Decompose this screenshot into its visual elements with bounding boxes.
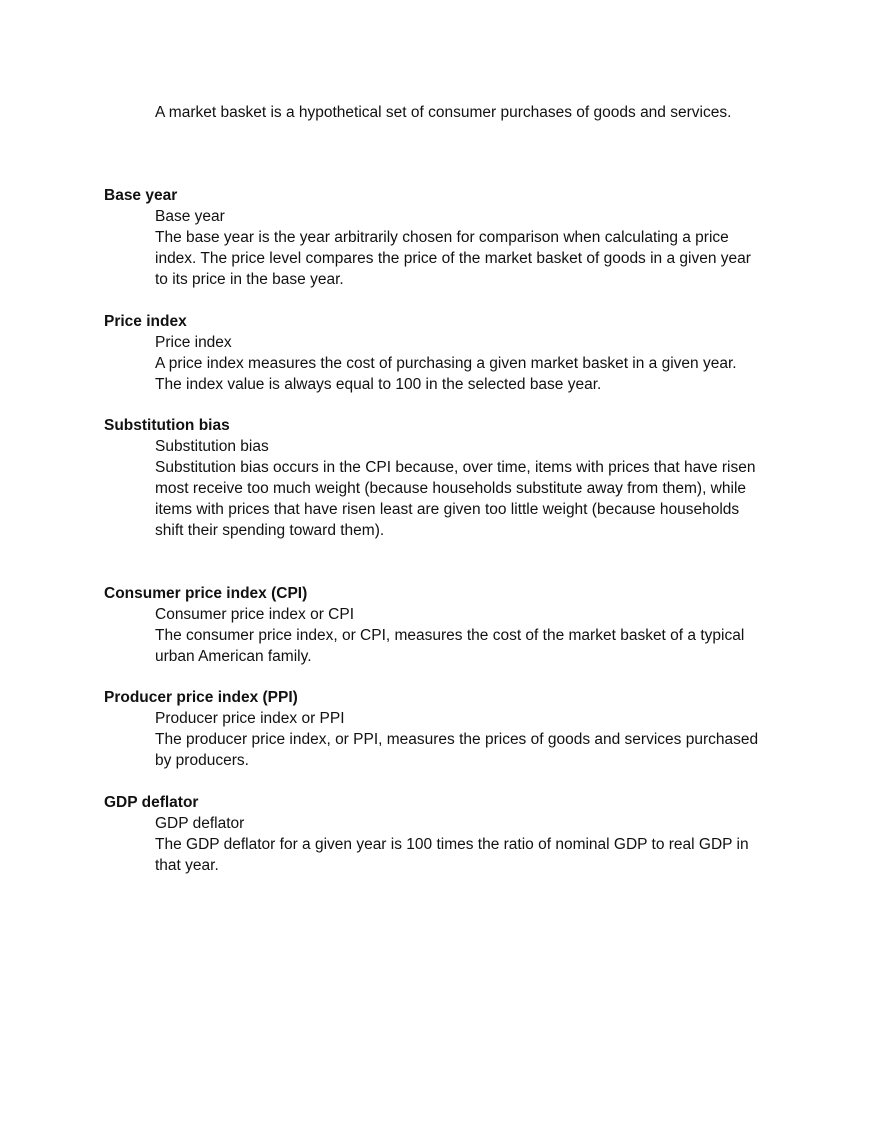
- definition-line: Substitution bias occurs in the CPI because, over time, items with prices that have risen: [155, 459, 756, 476]
- entry-term: GDP deflator: [155, 815, 245, 832]
- definition-line: The GDP deflator for a given year is 100 times the ratio of nominal GDP to real GDP in: [155, 836, 749, 853]
- entry-heading: GDP deflator: [104, 794, 199, 811]
- intro-text: A market basket is a hypothetical set of consumer purchases of goods and services.: [155, 104, 732, 121]
- definition-line: that year.: [155, 857, 219, 874]
- definition-line: The base year is the year arbitrarily chosen for comparison when calculating a price: [155, 229, 729, 246]
- entry-heading: Substitution bias: [104, 417, 230, 434]
- definition-line: The consumer price index, or CPI, measures the cost of the market basket of a typical: [155, 627, 745, 644]
- definition-line: shift their spending toward them).: [155, 522, 385, 539]
- entry-heading: Price index: [104, 313, 187, 330]
- definition-line: items with prices that have risen least are given too little weight (because households: [155, 501, 740, 518]
- entry-term: Substitution bias: [155, 438, 269, 455]
- entry-heading: Producer price index (PPI): [104, 689, 298, 706]
- entry-term: Producer price index or PPI: [155, 710, 345, 727]
- entry-term: Consumer price index or CPI: [155, 606, 354, 623]
- definition-line: most receive too much weight (because households substitute away from them), while: [155, 480, 747, 497]
- definition-line: by producers.: [155, 752, 249, 769]
- definition-line: urban American family.: [155, 648, 312, 665]
- definition-line: The index value is always equal to 100 in the selected base year.: [155, 376, 602, 393]
- definition-line: The producer price index, or PPI, measures the prices of goods and services purchased: [155, 731, 759, 748]
- entry-heading: Consumer price index (CPI): [104, 585, 308, 602]
- entry-term: Base year: [155, 208, 225, 225]
- entry-heading: Base year: [104, 187, 178, 204]
- definition-line: A price index measures the cost of purchasing a given market basket in a given year.: [155, 355, 737, 372]
- definition-line: index. The price level compares the price of the market basket of goods in a given year: [155, 250, 751, 267]
- definition-line: to its price in the base year.: [155, 271, 344, 288]
- entry-term: Price index: [155, 334, 232, 351]
